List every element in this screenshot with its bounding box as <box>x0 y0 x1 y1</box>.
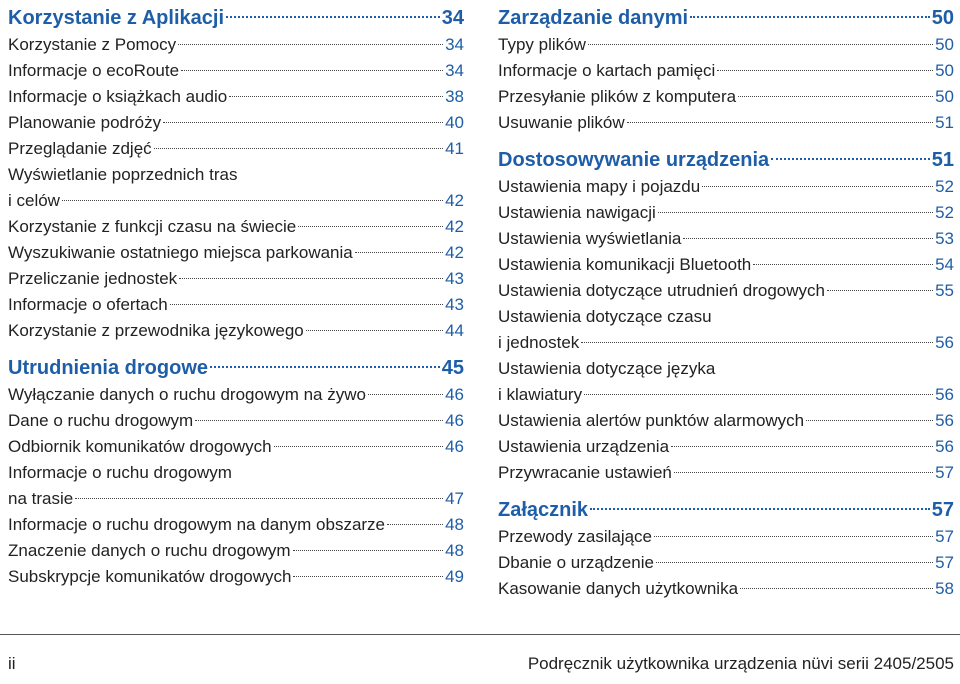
heading-page: 50 <box>931 7 954 29</box>
dot-leader <box>298 226 443 227</box>
entry-page: 56 <box>935 333 954 352</box>
entry-title: Odbiornik komunikatów drogowych <box>8 437 272 456</box>
entry-title: Ustawienia alertów punktów alarmowych <box>498 411 805 430</box>
heading-title: Utrudnienia drogowe <box>8 357 208 379</box>
toc-entry[interactable] <box>498 278 954 304</box>
entry-title: i klawiatury <box>498 385 583 404</box>
entry-title-line1: Ustawienia dotyczące języka <box>498 359 716 378</box>
dot-leader <box>154 148 443 149</box>
toc-entry[interactable] <box>8 460 464 512</box>
dot-leader <box>163 122 443 123</box>
dot-leader <box>654 536 933 537</box>
dot-leader <box>827 290 933 291</box>
toc-section <box>8 354 464 590</box>
entry-page: 52 <box>935 177 954 196</box>
dot-leader <box>387 524 443 525</box>
entry-page: 51 <box>935 113 954 132</box>
footer-page-number: ii <box>8 654 16 673</box>
heading-page: 51 <box>931 149 954 171</box>
entry-page: 57 <box>935 527 954 546</box>
dot-leader <box>293 576 443 577</box>
entry-page: 34 <box>445 61 464 80</box>
toc-entry[interactable] <box>498 576 954 602</box>
entry-title: Przeglądanie zdjęć <box>8 139 152 158</box>
entry-title: Dane o ruchu drogowym <box>8 411 194 430</box>
footer-manual-title: Podręcznik użytkownika urządzenia nüvi serii 2405/2505 <box>527 654 954 673</box>
dot-leader <box>717 70 933 71</box>
toc-column-right <box>498 4 954 602</box>
entry-page: 54 <box>935 255 954 274</box>
dot-leader <box>306 330 443 331</box>
toc-entry[interactable] <box>8 512 464 538</box>
entry-page: 55 <box>935 281 954 300</box>
dot-leader <box>584 394 933 395</box>
entry-title: Planowanie podróży <box>8 113 162 132</box>
toc-entry[interactable] <box>8 538 464 564</box>
toc-column-left <box>8 4 464 590</box>
dot-leader <box>588 44 933 45</box>
entry-page: 38 <box>445 87 464 106</box>
toc-entry[interactable] <box>8 382 464 408</box>
dot-leader <box>62 200 443 201</box>
entry-title: Korzystanie z funkcji czasu na świecie <box>8 217 297 236</box>
dot-leader <box>674 472 933 473</box>
toc-section <box>498 4 954 136</box>
toc-entry[interactable] <box>498 174 954 200</box>
entry-page: 48 <box>445 515 464 534</box>
entry-title: Typy plików <box>498 35 586 54</box>
dot-leader <box>293 550 444 551</box>
entry-title: Przesyłanie plików z komputera <box>498 87 737 106</box>
entry-title: Subskrypcje komunikatów drogowych <box>8 567 292 586</box>
entry-page: 56 <box>935 411 954 430</box>
entry-page: 43 <box>445 269 464 288</box>
toc-entry[interactable] <box>8 214 464 240</box>
dot-leader <box>210 366 440 368</box>
dot-leader <box>179 278 443 279</box>
entry-page: 47 <box>445 489 464 508</box>
entry-title: Korzystanie z przewodnika językowego <box>8 321 304 340</box>
entry-title: Ustawienia urządzenia <box>498 437 670 456</box>
entry-title: Ustawienia mapy i pojazdu <box>498 177 701 196</box>
entry-page: 49 <box>445 567 464 586</box>
entry-page: 50 <box>935 87 954 106</box>
dot-leader <box>690 16 930 18</box>
heading-page: 45 <box>441 357 464 379</box>
entry-title: Znaczenie danych o ruchu drogowym <box>8 541 291 560</box>
dot-leader <box>738 96 933 97</box>
entry-page: 46 <box>445 411 464 430</box>
dot-leader <box>229 96 443 97</box>
dot-leader <box>627 122 933 123</box>
toc-entry[interactable] <box>8 58 464 84</box>
entry-title: Informacje o ecoRoute <box>8 61 180 80</box>
dot-leader <box>75 498 443 499</box>
entry-title: Informacje o ofertach <box>8 295 168 314</box>
entry-page: 48 <box>445 541 464 560</box>
toc-entry[interactable] <box>498 434 954 460</box>
entry-page: 57 <box>935 463 954 482</box>
entry-page: 34 <box>445 35 464 54</box>
entry-page: 50 <box>935 35 954 54</box>
toc-entry[interactable] <box>498 32 954 58</box>
toc-section-heading[interactable] <box>498 146 954 174</box>
entry-title: i jednostek <box>498 333 580 352</box>
dot-leader <box>355 252 443 253</box>
toc-entry[interactable] <box>498 460 954 486</box>
toc-entry[interactable] <box>8 110 464 136</box>
toc-entry[interactable] <box>498 252 954 278</box>
dot-leader <box>178 44 443 45</box>
toc-section-heading[interactable] <box>498 4 954 32</box>
toc-entry[interactable] <box>498 200 954 226</box>
heading-title: Zarządzanie danymi <box>498 7 689 29</box>
entry-page: 53 <box>935 229 954 248</box>
heading-page: 57 <box>931 499 954 521</box>
entry-title: Przeliczanie jednostek <box>8 269 178 288</box>
entry-title: Ustawienia dotyczące utrudnień drogowych <box>498 281 825 300</box>
toc-entry[interactable] <box>8 292 464 318</box>
heading-title: Załącznik <box>498 499 589 521</box>
toc-entry[interactable] <box>498 84 954 110</box>
dot-leader <box>771 158 930 160</box>
entry-title: Przewody zasilające <box>498 527 653 546</box>
entry-title: Dbanie o urządzenie <box>498 553 654 572</box>
toc-entry[interactable] <box>8 564 464 590</box>
dot-leader <box>753 264 933 265</box>
entry-page: 44 <box>445 321 464 340</box>
toc-section <box>498 146 954 486</box>
toc-section <box>498 496 954 602</box>
entry-page: 57 <box>935 553 954 572</box>
toc-entry[interactable] <box>498 408 954 434</box>
entry-title: Usuwanie plików <box>498 113 625 132</box>
entry-page: 41 <box>445 139 464 158</box>
entry-page: 46 <box>445 385 464 404</box>
entry-title: Informacje o książkach audio <box>8 87 228 106</box>
heading-title: Dostosowywanie urządzenia <box>498 149 770 171</box>
entry-page: 58 <box>935 579 954 598</box>
toc-entry[interactable] <box>498 356 954 408</box>
toc-entry[interactable] <box>498 110 954 136</box>
toc-entry[interactable] <box>8 434 464 460</box>
entry-title: Korzystanie z Pomocy <box>8 35 177 54</box>
entry-page: 52 <box>935 203 954 222</box>
heading-title: Korzystanie z Aplikacji <box>8 7 224 29</box>
entry-page: 42 <box>445 191 464 210</box>
dot-leader <box>226 16 440 18</box>
toc-entry[interactable] <box>498 524 954 550</box>
toc-section-heading[interactable] <box>498 496 954 524</box>
toc-entry[interactable] <box>498 58 954 84</box>
toc-entry[interactable] <box>8 318 464 344</box>
toc-entry[interactable] <box>8 136 464 162</box>
dot-leader <box>656 562 933 563</box>
entry-page: 42 <box>445 243 464 262</box>
toc-entry[interactable] <box>8 266 464 292</box>
dot-leader <box>181 70 443 71</box>
entry-page: 42 <box>445 217 464 236</box>
entry-title: Informacje o kartach pamięci <box>498 61 716 80</box>
entry-page: 56 <box>935 385 954 404</box>
toc-entry[interactable] <box>8 32 464 58</box>
toc-section-heading[interactable] <box>8 354 464 382</box>
entry-title: Ustawienia nawigacji <box>498 203 656 222</box>
toc-entry[interactable] <box>8 240 464 266</box>
entry-page: 46 <box>445 437 464 456</box>
dot-leader <box>658 212 933 213</box>
dot-leader <box>702 186 933 187</box>
entry-title: Wyłączanie danych o ruchu drogowym na żywo <box>8 385 366 404</box>
toc-entry[interactable] <box>498 304 954 356</box>
entry-page: 56 <box>935 437 954 456</box>
toc-entry[interactable] <box>498 550 954 576</box>
footer-divider <box>0 634 960 635</box>
toc-section <box>8 4 464 344</box>
toc-entry[interactable] <box>498 226 954 252</box>
toc-entry[interactable] <box>8 162 464 214</box>
dot-leader <box>581 342 933 343</box>
entry-title: na trasie <box>8 489 74 508</box>
dot-leader <box>590 508 930 510</box>
entry-title-line1: Informacje o ruchu drogowym <box>8 463 232 482</box>
entry-page: 50 <box>935 61 954 80</box>
entry-title: Ustawienia komunikacji Bluetooth <box>498 255 752 274</box>
dot-leader <box>740 588 933 589</box>
dot-leader <box>683 238 933 239</box>
heading-page: 34 <box>441 7 464 29</box>
entry-title-line1: Wyświetlanie poprzednich tras <box>8 165 238 184</box>
entry-title: Przywracanie ustawień <box>498 463 672 482</box>
entry-title: Ustawienia wyświetlania <box>498 229 682 248</box>
entry-title: i celów <box>8 191 60 210</box>
entry-page: 40 <box>445 113 464 132</box>
dot-leader <box>274 446 443 447</box>
entry-title: Wyszukiwanie ostatniego miejsca parkowania <box>8 243 353 262</box>
dot-leader <box>195 420 443 421</box>
toc-entry[interactable] <box>8 84 464 110</box>
toc-entry[interactable] <box>8 408 464 434</box>
dot-leader <box>170 304 443 305</box>
toc-section-heading[interactable] <box>8 4 464 32</box>
entry-page: 43 <box>445 295 464 314</box>
entry-title: Informacje o ruchu drogowym na danym obszarze <box>8 515 386 534</box>
entry-title-line1: Ustawienia dotyczące czasu <box>498 307 712 326</box>
dot-leader <box>806 420 933 421</box>
entry-title: Kasowanie danych użytkownika <box>498 579 739 598</box>
dot-leader <box>671 446 933 447</box>
dot-leader <box>368 394 443 395</box>
